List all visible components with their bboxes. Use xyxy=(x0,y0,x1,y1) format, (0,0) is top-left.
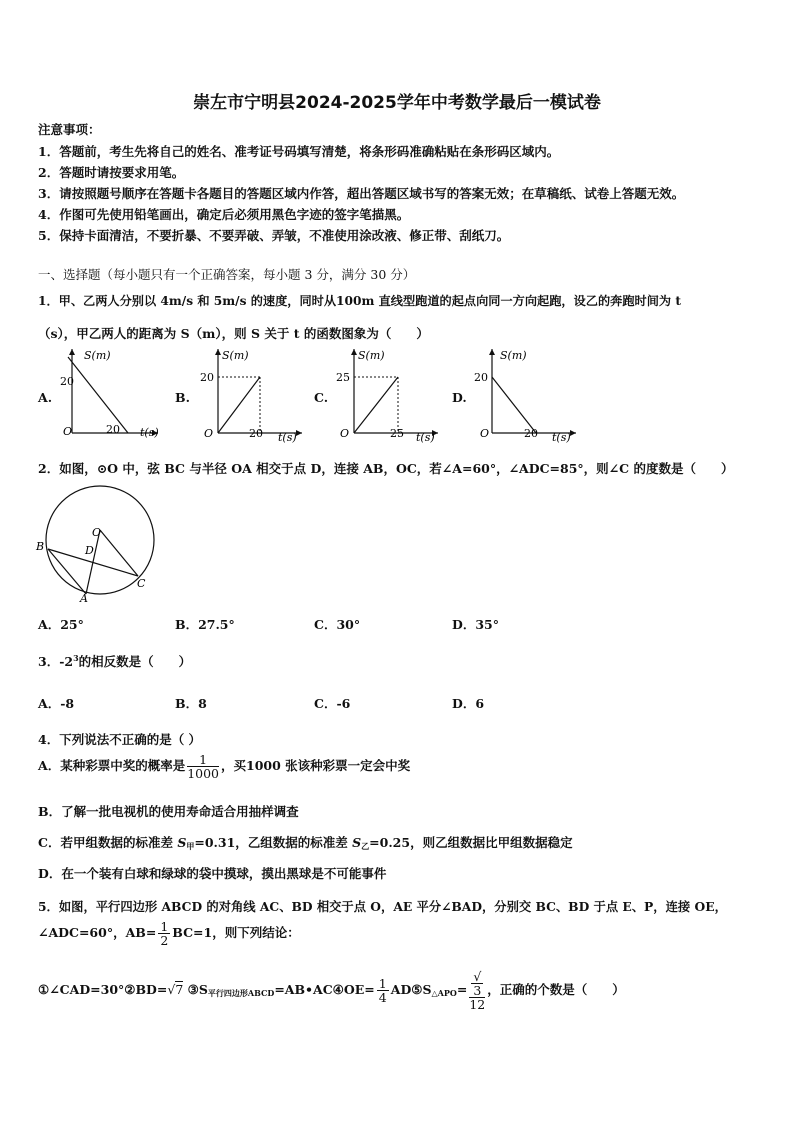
q4-option-a: A．某种彩票中奖的概率是 $\frac{1}{1000}$ ，买1000 张该种彩票一定会中奖 xyxy=(38,752,411,782)
graph-d-ylabel: S(m) xyxy=(500,349,527,362)
q3-option-a: A．-8 xyxy=(38,696,75,711)
graph-c-xlabel: t(s) xyxy=(416,431,435,444)
point-d-label: D xyxy=(85,544,94,557)
q1-option-c: C. xyxy=(314,390,329,405)
q2-option-d: D．35° xyxy=(452,617,499,632)
q4-option-d: D．在一个装有白球和绿球的袋中摸球，摸出黑球是不可能事件 xyxy=(38,866,387,881)
graph-d xyxy=(468,345,580,445)
q5-conclusions: ①∠CAD=30°②BD=√7 $③S_{平行四边形ABCD}=AB•AC④OE=$ $\frac{1}{4}$ $AD⑤S_{\triangle APO}=$ √ 3 12 ，正确的个数是（ ） xyxy=(38,969,625,1013)
point-b-label: B xyxy=(36,540,45,553)
point-o-label: O xyxy=(92,526,102,539)
q1-option-a: A. xyxy=(38,390,53,405)
point-a-label: A xyxy=(80,592,88,604)
notice-heading: 注意事项： xyxy=(38,122,101,137)
graph-b-xtick: 20 xyxy=(249,427,263,440)
graph-a-ytick: 20 xyxy=(60,375,74,388)
graph-b-origin: O xyxy=(204,427,214,440)
graph-a-origin: O xyxy=(63,425,73,438)
q1-line2: （s），甲乙两人的距离为 S（m），则 S 关于 t 的函数图象为（ ） xyxy=(38,326,429,341)
graph-d-origin: O xyxy=(480,427,490,440)
graph-b-ytick: 20 xyxy=(200,371,214,384)
q2-circle-diagram xyxy=(34,484,160,604)
graph-a-xlabel: t(s) xyxy=(140,426,159,439)
graph-c xyxy=(330,345,442,445)
graph-a-xtick: 20 xyxy=(106,423,120,436)
q4-option-b: B．了解一批电视机的使用寿命适合用抽样调查 xyxy=(38,804,299,819)
q1-option-d: D. xyxy=(452,390,467,405)
q2-option-c: C．30° xyxy=(314,617,361,632)
point-c-label: C xyxy=(137,577,146,590)
notice-item-3: 3．请按照题号顺序在答题卡各题目的答题区域内作答，超出答题区域书写的答案无效；在草稿纸、试卷上答题无效。 xyxy=(38,186,685,201)
q2-option-a: A．25° xyxy=(38,617,84,632)
q5-line1: 5．如图，平行四边形 ABCD 的对角线 AC、BD 相交于点 O，AE 平分∠BAD，分别交 BC、BD 于点 E、P，连接 OE， xyxy=(38,899,727,914)
graph-a-ylabel: S(m) xyxy=(84,349,111,362)
q3-stem: 3．$-2^3$的相反数是（ ） xyxy=(38,653,192,669)
q3-option-c: C．-6 xyxy=(314,696,351,711)
notice-item-1: 1．答题前，考生先将自己的姓名、准考证号码填写清楚，将条形码准确粘贴在条形码区域内。 xyxy=(38,144,560,159)
graph-d-xlabel: t(s) xyxy=(552,431,571,444)
graph-b-ylabel: S(m) xyxy=(222,349,249,362)
graph-c-origin: O xyxy=(340,427,350,440)
graph-c-xtick: 25 xyxy=(390,427,404,440)
exam-title: 崇左市宁明县2024-2025学年中考数学最后一模试卷 xyxy=(193,93,601,113)
q2-option-b: B．27.5° xyxy=(175,617,235,632)
graph-a xyxy=(58,345,163,445)
q2-stem: 2．如图，⊙O 中，弦 BC 与半径 OA 相交于点 D，连接 AB，OC，若∠A=60°，∠ADC=85°，则∠C 的度数是（ ） xyxy=(38,461,734,476)
graph-c-ytick: 25 xyxy=(336,371,350,384)
graph-c-ylabel: S(m) xyxy=(358,349,385,362)
notice-item-2: 2．答题时请按要求用笔。 xyxy=(38,165,185,180)
q1-option-b: B. xyxy=(175,390,190,405)
graph-b xyxy=(194,345,304,445)
q3-option-b: B．8 xyxy=(175,696,207,711)
q4-stem: 4．下列说法不正确的是（ ） xyxy=(38,732,202,747)
notice-item-5: 5．保持卡面清洁，不要折暴、不要弄破、弄皱，不准使用涂改液、修正带、刮纸刀。 xyxy=(38,228,510,243)
q1-line1: 1．甲、乙两人分别以 4m/s 和 5m/s 的速度，同时从100m 直线型跑道的起点向同一方向起跑，设乙的奔跑时间为 t xyxy=(38,294,681,308)
notice-item-4: 4．作图可先使用铅笔画出，确定后必须用黑色字迹的签字笔描黑。 xyxy=(38,207,410,222)
graph-d-xtick: 20 xyxy=(524,427,538,440)
graph-b-xlabel: t(s) xyxy=(278,431,297,444)
q4-option-c: C．若甲组数据的标准差 $S_甲=0.31$，乙组数据的标准差 $S_乙=0.25$，则乙组数据比甲组数据稳定 xyxy=(38,835,573,851)
q5-line2: ∠ADC=60°，AB= $\frac{1}{2}$ BC=1，则下列结论： xyxy=(38,919,300,949)
section-heading: 一、选择题（每小题只有一个正确答案，每小题 3 分，满分 30 分） xyxy=(38,267,416,282)
q3-option-d: D．6 xyxy=(452,696,485,711)
graph-d-ytick: 20 xyxy=(474,371,488,384)
